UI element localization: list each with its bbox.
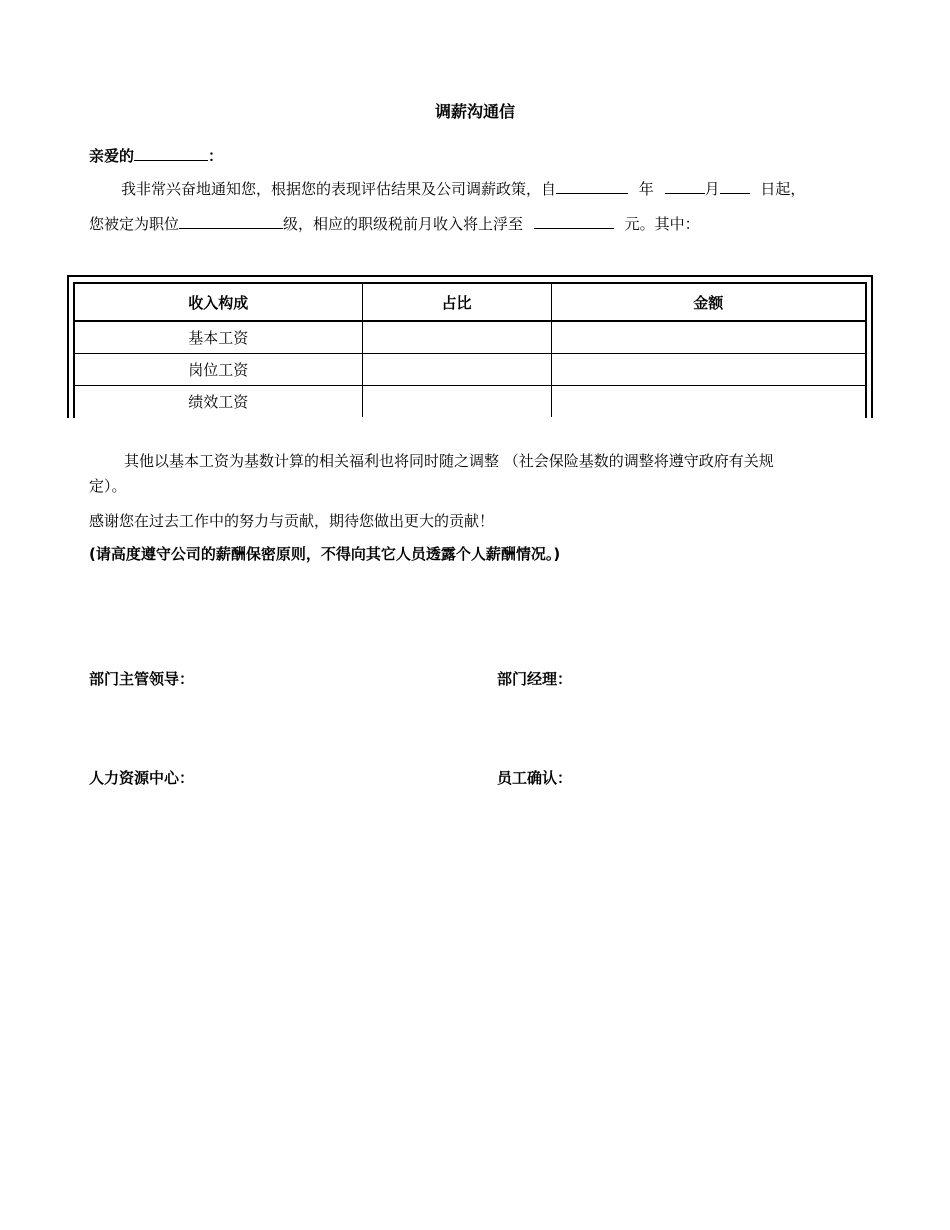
header-income-component: 收入构成 (75, 284, 362, 321)
paragraph-3-line-2: 定）。 (89, 477, 127, 495)
month-label: 月 (704, 180, 720, 198)
year-blank[interactable] (556, 179, 628, 194)
signature-employee-confirm: 员工确认： (497, 769, 573, 787)
cell-ratio[interactable] (362, 321, 551, 354)
letter-title: 调薪沟通信 (434, 102, 515, 121)
cell-amount[interactable] (551, 354, 865, 386)
month-blank[interactable] (665, 179, 705, 194)
cell-ratio[interactable] (362, 354, 551, 386)
table-row (75, 386, 865, 418)
day-blank[interactable] (720, 179, 750, 194)
table-header-row (75, 284, 865, 321)
thanks-text: 感谢您在过去工作中的努力与贡献，期待您做出更大的贡献！ (89, 512, 495, 530)
cell-ratio[interactable] (362, 386, 551, 418)
para2-text-2: 级，相应的职级税前月收入将上浮至 (283, 215, 524, 233)
confidentiality-note: (请高度遵守公司的薪酬保密原则，不得向其它人员透露个人薪酬情况。) (89, 545, 561, 563)
salutation-suffix: ： (208, 147, 224, 165)
signature-dept-manager: 部门经理： (497, 670, 573, 688)
cell-amount[interactable] (551, 386, 865, 418)
salutation (89, 145, 223, 166)
row-label-performance-salary: 绩效工资 (75, 386, 362, 418)
income-table-frame (67, 275, 873, 418)
table-row (75, 321, 865, 354)
signature-dept-supervisor: 部门主管领导： (89, 670, 195, 688)
day-from-label: 日起， (760, 180, 806, 198)
header-amount: 金额 (551, 284, 865, 321)
row-label-position-salary: 岗位工资 (75, 354, 362, 386)
paragraph-2 (89, 213, 700, 234)
para2-text-1: 您被定为职位 (89, 215, 180, 233)
income-table-inner-frame (73, 282, 867, 418)
header-ratio: 占比 (362, 284, 551, 321)
salutation-prefix: 亲爱的 (89, 147, 135, 165)
salary-amount-blank[interactable] (534, 214, 614, 229)
recipient-name-blank[interactable] (134, 146, 208, 161)
row-label-basic-salary: 基本工资 (75, 321, 362, 354)
income-table (75, 284, 865, 417)
position-grade-blank[interactable] (179, 214, 283, 229)
cell-amount[interactable] (551, 321, 865, 354)
table-row (75, 354, 865, 386)
paragraph-1 (121, 178, 805, 199)
para2-text-3: 元。其中： (624, 215, 700, 233)
year-label: 年 (638, 180, 654, 198)
para1-text: 我非常兴奋地通知您，根据您的表现评估结果及公司调薪政策，自 (121, 180, 557, 198)
signature-hr-center: 人力资源中心： (89, 769, 195, 787)
paragraph-3-line-1: 其他以基本工资为基数计算的相关福利也将同时随之调整 （社会保险基数的调整将遵守政府有关规 (124, 452, 774, 470)
